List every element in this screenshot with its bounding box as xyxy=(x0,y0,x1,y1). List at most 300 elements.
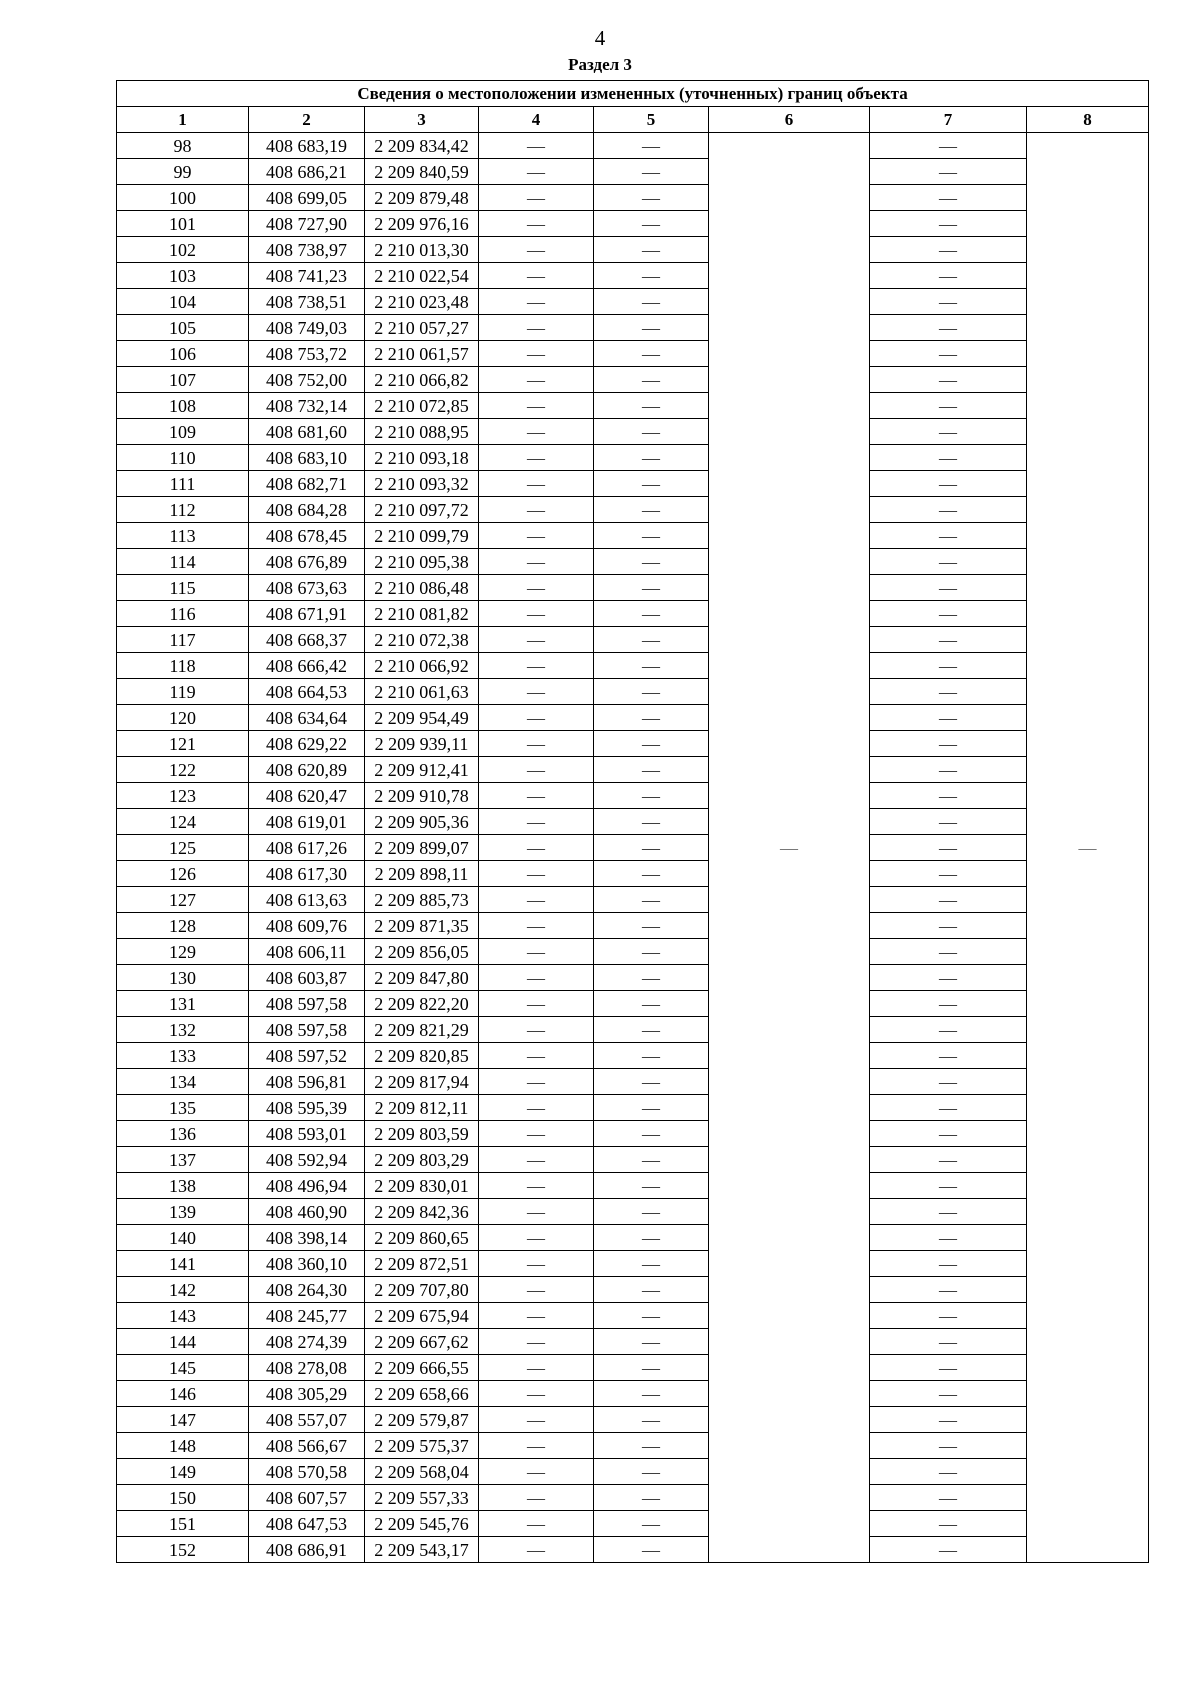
coordinate-x: 408 682,71 xyxy=(249,471,365,497)
cell-col4: — xyxy=(479,1329,594,1355)
column-header-6: 6 xyxy=(709,107,870,133)
coordinate-x: 408 566,67 xyxy=(249,1433,365,1459)
cell-col5: — xyxy=(594,1381,709,1407)
cell-col7: — xyxy=(870,1225,1027,1251)
table-row xyxy=(117,341,1149,367)
table-body xyxy=(117,133,1149,1563)
point-number: 117 xyxy=(117,627,249,653)
coordinate-y: 2 209 568,04 xyxy=(365,1459,479,1485)
cell-col7: — xyxy=(870,1069,1027,1095)
coordinate-x: 408 617,26 xyxy=(249,835,365,861)
cell-col7: — xyxy=(870,1485,1027,1511)
cell-col4: — xyxy=(479,393,594,419)
coordinate-x: 408 738,97 xyxy=(249,237,365,263)
coordinate-y: 2 210 093,32 xyxy=(365,471,479,497)
table-row xyxy=(117,1511,1149,1537)
column-header-2: 2 xyxy=(249,107,365,133)
cell-col7: — xyxy=(870,679,1027,705)
cell-col5: — xyxy=(594,1355,709,1381)
cell-col4: — xyxy=(479,1225,594,1251)
cell-col4: — xyxy=(479,1459,594,1485)
coordinate-x: 408 683,10 xyxy=(249,445,365,471)
coordinate-x: 408 620,47 xyxy=(249,783,365,809)
table-row xyxy=(117,1121,1149,1147)
coordinate-y: 2 209 879,48 xyxy=(365,185,479,211)
coordinate-x: 408 245,77 xyxy=(249,1303,365,1329)
cell-col7: — xyxy=(870,1251,1027,1277)
cell-col7: — xyxy=(870,1407,1027,1433)
table-row xyxy=(117,705,1149,731)
column-header-8: 8 xyxy=(1027,107,1149,133)
coordinate-x: 408 570,58 xyxy=(249,1459,365,1485)
coordinate-y: 2 209 557,33 xyxy=(365,1485,479,1511)
cell-col7: — xyxy=(870,783,1027,809)
table-row xyxy=(117,211,1149,237)
coordinate-y: 2 210 099,79 xyxy=(365,523,479,549)
cell-col4: — xyxy=(479,315,594,341)
cell-col4: — xyxy=(479,263,594,289)
coordinate-x: 408 496,94 xyxy=(249,1173,365,1199)
coordinate-y: 2 209 898,11 xyxy=(365,861,479,887)
cell-col7: — xyxy=(870,861,1027,887)
table-row xyxy=(117,1069,1149,1095)
cell-col5: — xyxy=(594,627,709,653)
point-number: 130 xyxy=(117,965,249,991)
coordinate-x: 408 305,29 xyxy=(249,1381,365,1407)
cell-col5: — xyxy=(594,1511,709,1537)
point-number: 131 xyxy=(117,991,249,1017)
coordinate-y: 2 209 817,94 xyxy=(365,1069,479,1095)
point-number: 149 xyxy=(117,1459,249,1485)
coordinate-x: 408 686,21 xyxy=(249,159,365,185)
cell-col5: — xyxy=(594,679,709,705)
cell-col5: — xyxy=(594,913,709,939)
point-number: 112 xyxy=(117,497,249,523)
table-row xyxy=(117,1329,1149,1355)
table-row xyxy=(117,653,1149,679)
point-number: 143 xyxy=(117,1303,249,1329)
table-row xyxy=(117,1095,1149,1121)
cell-col5: — xyxy=(594,1069,709,1095)
cell-col4: — xyxy=(479,1485,594,1511)
coordinate-x: 408 595,39 xyxy=(249,1095,365,1121)
cell-col5: — xyxy=(594,835,709,861)
point-number: 118 xyxy=(117,653,249,679)
cell-col7: — xyxy=(870,471,1027,497)
coordinate-x: 408 684,28 xyxy=(249,497,365,523)
table-row xyxy=(117,1225,1149,1251)
table-row xyxy=(117,887,1149,913)
cell-col4: — xyxy=(479,1199,594,1225)
coordinate-y: 2 209 545,76 xyxy=(365,1511,479,1537)
coordinate-x: 408 606,11 xyxy=(249,939,365,965)
table-caption: Сведения о местоположении измененных (уточненных) границ объекта xyxy=(117,81,1149,107)
coordinate-y: 2 209 872,51 xyxy=(365,1251,479,1277)
cell-col4: — xyxy=(479,237,594,263)
column-number-row xyxy=(117,107,1149,133)
cell-col5: — xyxy=(594,1147,709,1173)
point-number: 113 xyxy=(117,523,249,549)
point-number: 121 xyxy=(117,731,249,757)
cell-col7: — xyxy=(870,341,1027,367)
cell-col4: — xyxy=(479,1355,594,1381)
cell-col7: — xyxy=(870,1095,1027,1121)
table-row xyxy=(117,1433,1149,1459)
coordinate-x: 408 619,01 xyxy=(249,809,365,835)
cell-col4: — xyxy=(479,1277,594,1303)
point-number: 134 xyxy=(117,1069,249,1095)
coordinate-x: 408 732,14 xyxy=(249,393,365,419)
coordinate-x: 408 592,94 xyxy=(249,1147,365,1173)
table-row xyxy=(117,133,1149,159)
cell-col5: — xyxy=(594,1251,709,1277)
point-number: 138 xyxy=(117,1173,249,1199)
cell-col5: — xyxy=(594,419,709,445)
cell-col4: — xyxy=(479,653,594,679)
table-row xyxy=(117,1277,1149,1303)
cell-col7: — xyxy=(870,1277,1027,1303)
cell-col5: — xyxy=(594,1121,709,1147)
coordinate-x: 408 360,10 xyxy=(249,1251,365,1277)
table-row xyxy=(117,861,1149,887)
cell-col7: — xyxy=(870,419,1027,445)
point-number: 101 xyxy=(117,211,249,237)
coordinate-y: 2 209 830,01 xyxy=(365,1173,479,1199)
cell-col4: — xyxy=(479,731,594,757)
coordinate-y: 2 210 057,27 xyxy=(365,315,479,341)
coordinate-x: 408 634,64 xyxy=(249,705,365,731)
table-row xyxy=(117,497,1149,523)
cell-col7: — xyxy=(870,237,1027,263)
cell-col7: — xyxy=(870,523,1027,549)
coordinate-x: 408 274,39 xyxy=(249,1329,365,1355)
table-row xyxy=(117,731,1149,757)
cell-col4: — xyxy=(479,757,594,783)
cell-col4: — xyxy=(479,133,594,159)
cell-col4: — xyxy=(479,367,594,393)
cell-col5: — xyxy=(594,1043,709,1069)
point-number: 123 xyxy=(117,783,249,809)
coordinate-x: 408 629,22 xyxy=(249,731,365,757)
coordinate-y: 2 210 093,18 xyxy=(365,445,479,471)
point-number: 106 xyxy=(117,341,249,367)
table-row xyxy=(117,471,1149,497)
cell-col4: — xyxy=(479,1173,594,1199)
cell-col7: — xyxy=(870,1147,1027,1173)
coordinate-x: 408 671,91 xyxy=(249,601,365,627)
cell-col4: — xyxy=(479,1303,594,1329)
coordinate-x: 408 681,60 xyxy=(249,419,365,445)
coordinate-y: 2 209 575,37 xyxy=(365,1433,479,1459)
point-number: 102 xyxy=(117,237,249,263)
cell-col4: — xyxy=(479,705,594,731)
cell-col7: — xyxy=(870,497,1027,523)
cell-col7: — xyxy=(870,393,1027,419)
table-row xyxy=(117,1459,1149,1485)
coordinate-y: 2 209 821,29 xyxy=(365,1017,479,1043)
coordinate-x: 408 597,58 xyxy=(249,1017,365,1043)
table-row xyxy=(117,1355,1149,1381)
coordinate-x: 408 617,30 xyxy=(249,861,365,887)
coordinate-x: 408 264,30 xyxy=(249,1277,365,1303)
cell-col4: — xyxy=(479,1433,594,1459)
coordinate-y: 2 209 666,55 xyxy=(365,1355,479,1381)
coordinate-x: 408 603,87 xyxy=(249,965,365,991)
cell-col5: — xyxy=(594,497,709,523)
cell-col5: — xyxy=(594,653,709,679)
table-row xyxy=(117,315,1149,341)
cell-col4: — xyxy=(479,523,594,549)
cell-col7: — xyxy=(870,731,1027,757)
coordinate-x: 408 647,53 xyxy=(249,1511,365,1537)
table-row xyxy=(117,835,1149,861)
cell-col5: — xyxy=(594,991,709,1017)
cell-col5: — xyxy=(594,757,709,783)
coordinate-y: 2 209 954,49 xyxy=(365,705,479,731)
table-row xyxy=(117,393,1149,419)
cell-col5: — xyxy=(594,367,709,393)
column-header-7: 7 xyxy=(870,107,1027,133)
coordinate-y: 2 209 822,20 xyxy=(365,991,479,1017)
coordinate-x: 408 278,08 xyxy=(249,1355,365,1381)
point-number: 100 xyxy=(117,185,249,211)
cell-col4: — xyxy=(479,185,594,211)
cell-col7: — xyxy=(870,809,1027,835)
cell-col4: — xyxy=(479,289,594,315)
cell-col7: — xyxy=(870,1199,1027,1225)
coordinate-x: 408 597,58 xyxy=(249,991,365,1017)
coordinate-y: 2 210 066,82 xyxy=(365,367,479,393)
cell-col4: — xyxy=(479,159,594,185)
cell-col5: — xyxy=(594,1173,709,1199)
point-number: 98 xyxy=(117,133,249,159)
cell-col4: — xyxy=(479,939,594,965)
point-number: 99 xyxy=(117,159,249,185)
cell-col7: — xyxy=(870,1173,1027,1199)
cell-col5: — xyxy=(594,861,709,887)
table-row xyxy=(117,757,1149,783)
point-number: 105 xyxy=(117,315,249,341)
table-row xyxy=(117,1485,1149,1511)
point-number: 140 xyxy=(117,1225,249,1251)
table-row xyxy=(117,1537,1149,1563)
cell-col7: — xyxy=(870,991,1027,1017)
cell-col7: — xyxy=(870,185,1027,211)
cell-col7: — xyxy=(870,1537,1027,1563)
cell-col7: — xyxy=(870,965,1027,991)
coordinate-y: 2 210 072,38 xyxy=(365,627,479,653)
coordinate-y: 2 209 675,94 xyxy=(365,1303,479,1329)
cell-col4: — xyxy=(479,445,594,471)
cell-col7: — xyxy=(870,627,1027,653)
point-number: 107 xyxy=(117,367,249,393)
point-number: 115 xyxy=(117,575,249,601)
cell-col5: — xyxy=(594,601,709,627)
table-row xyxy=(117,289,1149,315)
cell-col5: — xyxy=(594,523,709,549)
table-row xyxy=(117,185,1149,211)
coordinate-x: 408 699,05 xyxy=(249,185,365,211)
merged-cell-col6: — xyxy=(709,133,870,1563)
coordinate-y: 2 209 812,11 xyxy=(365,1095,479,1121)
table-row xyxy=(117,679,1149,705)
table-row xyxy=(117,445,1149,471)
table-row xyxy=(117,1381,1149,1407)
point-number: 119 xyxy=(117,679,249,705)
point-number: 129 xyxy=(117,939,249,965)
cell-col5: — xyxy=(594,939,709,965)
cell-col5: — xyxy=(594,575,709,601)
point-number: 114 xyxy=(117,549,249,575)
cell-col5: — xyxy=(594,783,709,809)
coordinate-y: 2 209 976,16 xyxy=(365,211,479,237)
cell-col7: — xyxy=(870,1381,1027,1407)
cell-col7: — xyxy=(870,835,1027,861)
cell-col4: — xyxy=(479,601,594,627)
cell-col5: — xyxy=(594,341,709,367)
point-number: 127 xyxy=(117,887,249,913)
table-row xyxy=(117,1303,1149,1329)
cell-col7: — xyxy=(870,1511,1027,1537)
point-number: 152 xyxy=(117,1537,249,1563)
coordinate-x: 408 609,76 xyxy=(249,913,365,939)
table-row xyxy=(117,809,1149,835)
cell-col4: — xyxy=(479,1043,594,1069)
cell-col5: — xyxy=(594,1095,709,1121)
table-row xyxy=(117,419,1149,445)
cell-col5: — xyxy=(594,549,709,575)
cell-col7: — xyxy=(870,1303,1027,1329)
table-row xyxy=(117,939,1149,965)
cell-col4: — xyxy=(479,1147,594,1173)
coordinate-y: 2 209 840,59 xyxy=(365,159,479,185)
cell-col5: — xyxy=(594,731,709,757)
column-header-4: 4 xyxy=(479,107,594,133)
section-title: Раздел 3 xyxy=(568,55,632,74)
coordinate-x: 408 727,90 xyxy=(249,211,365,237)
cell-col4: — xyxy=(479,809,594,835)
point-number: 120 xyxy=(117,705,249,731)
cell-col4: — xyxy=(479,497,594,523)
coordinate-y: 2 209 912,41 xyxy=(365,757,479,783)
column-header-3: 3 xyxy=(365,107,479,133)
column-header-5: 5 xyxy=(594,107,709,133)
cell-col7: — xyxy=(870,1017,1027,1043)
coordinate-y: 2 209 842,36 xyxy=(365,1199,479,1225)
coordinate-x: 408 620,89 xyxy=(249,757,365,783)
cell-col4: — xyxy=(479,1407,594,1433)
coordinate-y: 2 210 088,95 xyxy=(365,419,479,445)
cell-col7: — xyxy=(870,445,1027,471)
coordinate-x: 408 613,63 xyxy=(249,887,365,913)
cell-col5: — xyxy=(594,1303,709,1329)
point-number: 122 xyxy=(117,757,249,783)
coordinate-x: 408 668,37 xyxy=(249,627,365,653)
cell-col5: — xyxy=(594,1329,709,1355)
cell-col4: — xyxy=(479,887,594,913)
table-row xyxy=(117,549,1149,575)
cell-col7: — xyxy=(870,1459,1027,1485)
cell-col5: — xyxy=(594,1537,709,1563)
coordinate-y: 2 209 856,05 xyxy=(365,939,479,965)
cell-col4: — xyxy=(479,471,594,497)
cell-col4: — xyxy=(479,913,594,939)
point-number: 147 xyxy=(117,1407,249,1433)
point-number: 132 xyxy=(117,1017,249,1043)
point-number: 148 xyxy=(117,1433,249,1459)
cell-col5: — xyxy=(594,965,709,991)
table-row xyxy=(117,965,1149,991)
coordinate-y: 2 210 066,92 xyxy=(365,653,479,679)
point-number: 128 xyxy=(117,913,249,939)
cell-col5: — xyxy=(594,445,709,471)
cell-col4: — xyxy=(479,575,594,601)
coordinate-y: 2 210 072,85 xyxy=(365,393,479,419)
point-number: 110 xyxy=(117,445,249,471)
cell-col5: — xyxy=(594,1225,709,1251)
coordinate-y: 2 210 061,57 xyxy=(365,341,479,367)
cell-col4: — xyxy=(479,1069,594,1095)
coordinate-y: 2 209 899,07 xyxy=(365,835,479,861)
cell-col5: — xyxy=(594,393,709,419)
cell-col5: — xyxy=(594,263,709,289)
coordinate-y: 2 209 579,87 xyxy=(365,1407,479,1433)
cell-col4: — xyxy=(479,965,594,991)
point-number: 116 xyxy=(117,601,249,627)
cell-col5: — xyxy=(594,185,709,211)
coordinate-x: 408 593,01 xyxy=(249,1121,365,1147)
cell-col4: — xyxy=(479,1251,594,1277)
point-number: 126 xyxy=(117,861,249,887)
coordinate-x: 408 676,89 xyxy=(249,549,365,575)
cell-col4: — xyxy=(479,861,594,887)
cell-col7: — xyxy=(870,211,1027,237)
coordinate-y: 2 209 905,36 xyxy=(365,809,479,835)
cell-col5: — xyxy=(594,237,709,263)
coordinate-y: 2 210 022,54 xyxy=(365,263,479,289)
coordinate-y: 2 209 658,66 xyxy=(365,1381,479,1407)
point-number: 133 xyxy=(117,1043,249,1069)
coordinate-y: 2 210 095,38 xyxy=(365,549,479,575)
coordinate-y: 2 209 847,80 xyxy=(365,965,479,991)
table-row xyxy=(117,237,1149,263)
cell-col7: — xyxy=(870,289,1027,315)
coordinate-x: 408 749,03 xyxy=(249,315,365,341)
table-row xyxy=(117,1043,1149,1069)
table-row xyxy=(117,1173,1149,1199)
coordinate-y: 2 209 707,80 xyxy=(365,1277,479,1303)
cell-col5: — xyxy=(594,159,709,185)
table-row xyxy=(117,575,1149,601)
cell-col4: — xyxy=(479,1537,594,1563)
table-row xyxy=(117,1017,1149,1043)
cell-col5: — xyxy=(594,705,709,731)
coordinate-y: 2 209 871,35 xyxy=(365,913,479,939)
table-row xyxy=(117,263,1149,289)
coordinate-x: 408 666,42 xyxy=(249,653,365,679)
table-row xyxy=(117,601,1149,627)
coordinate-x: 408 596,81 xyxy=(249,1069,365,1095)
cell-col4: — xyxy=(479,1511,594,1537)
coordinate-x: 408 557,07 xyxy=(249,1407,365,1433)
coordinate-x: 408 686,91 xyxy=(249,1537,365,1563)
cell-col5: — xyxy=(594,471,709,497)
cell-col5: — xyxy=(594,1407,709,1433)
point-number: 144 xyxy=(117,1329,249,1355)
boundary-coordinates-table xyxy=(116,80,1149,1563)
coordinate-y: 2 210 097,72 xyxy=(365,497,479,523)
cell-col4: — xyxy=(479,783,594,809)
